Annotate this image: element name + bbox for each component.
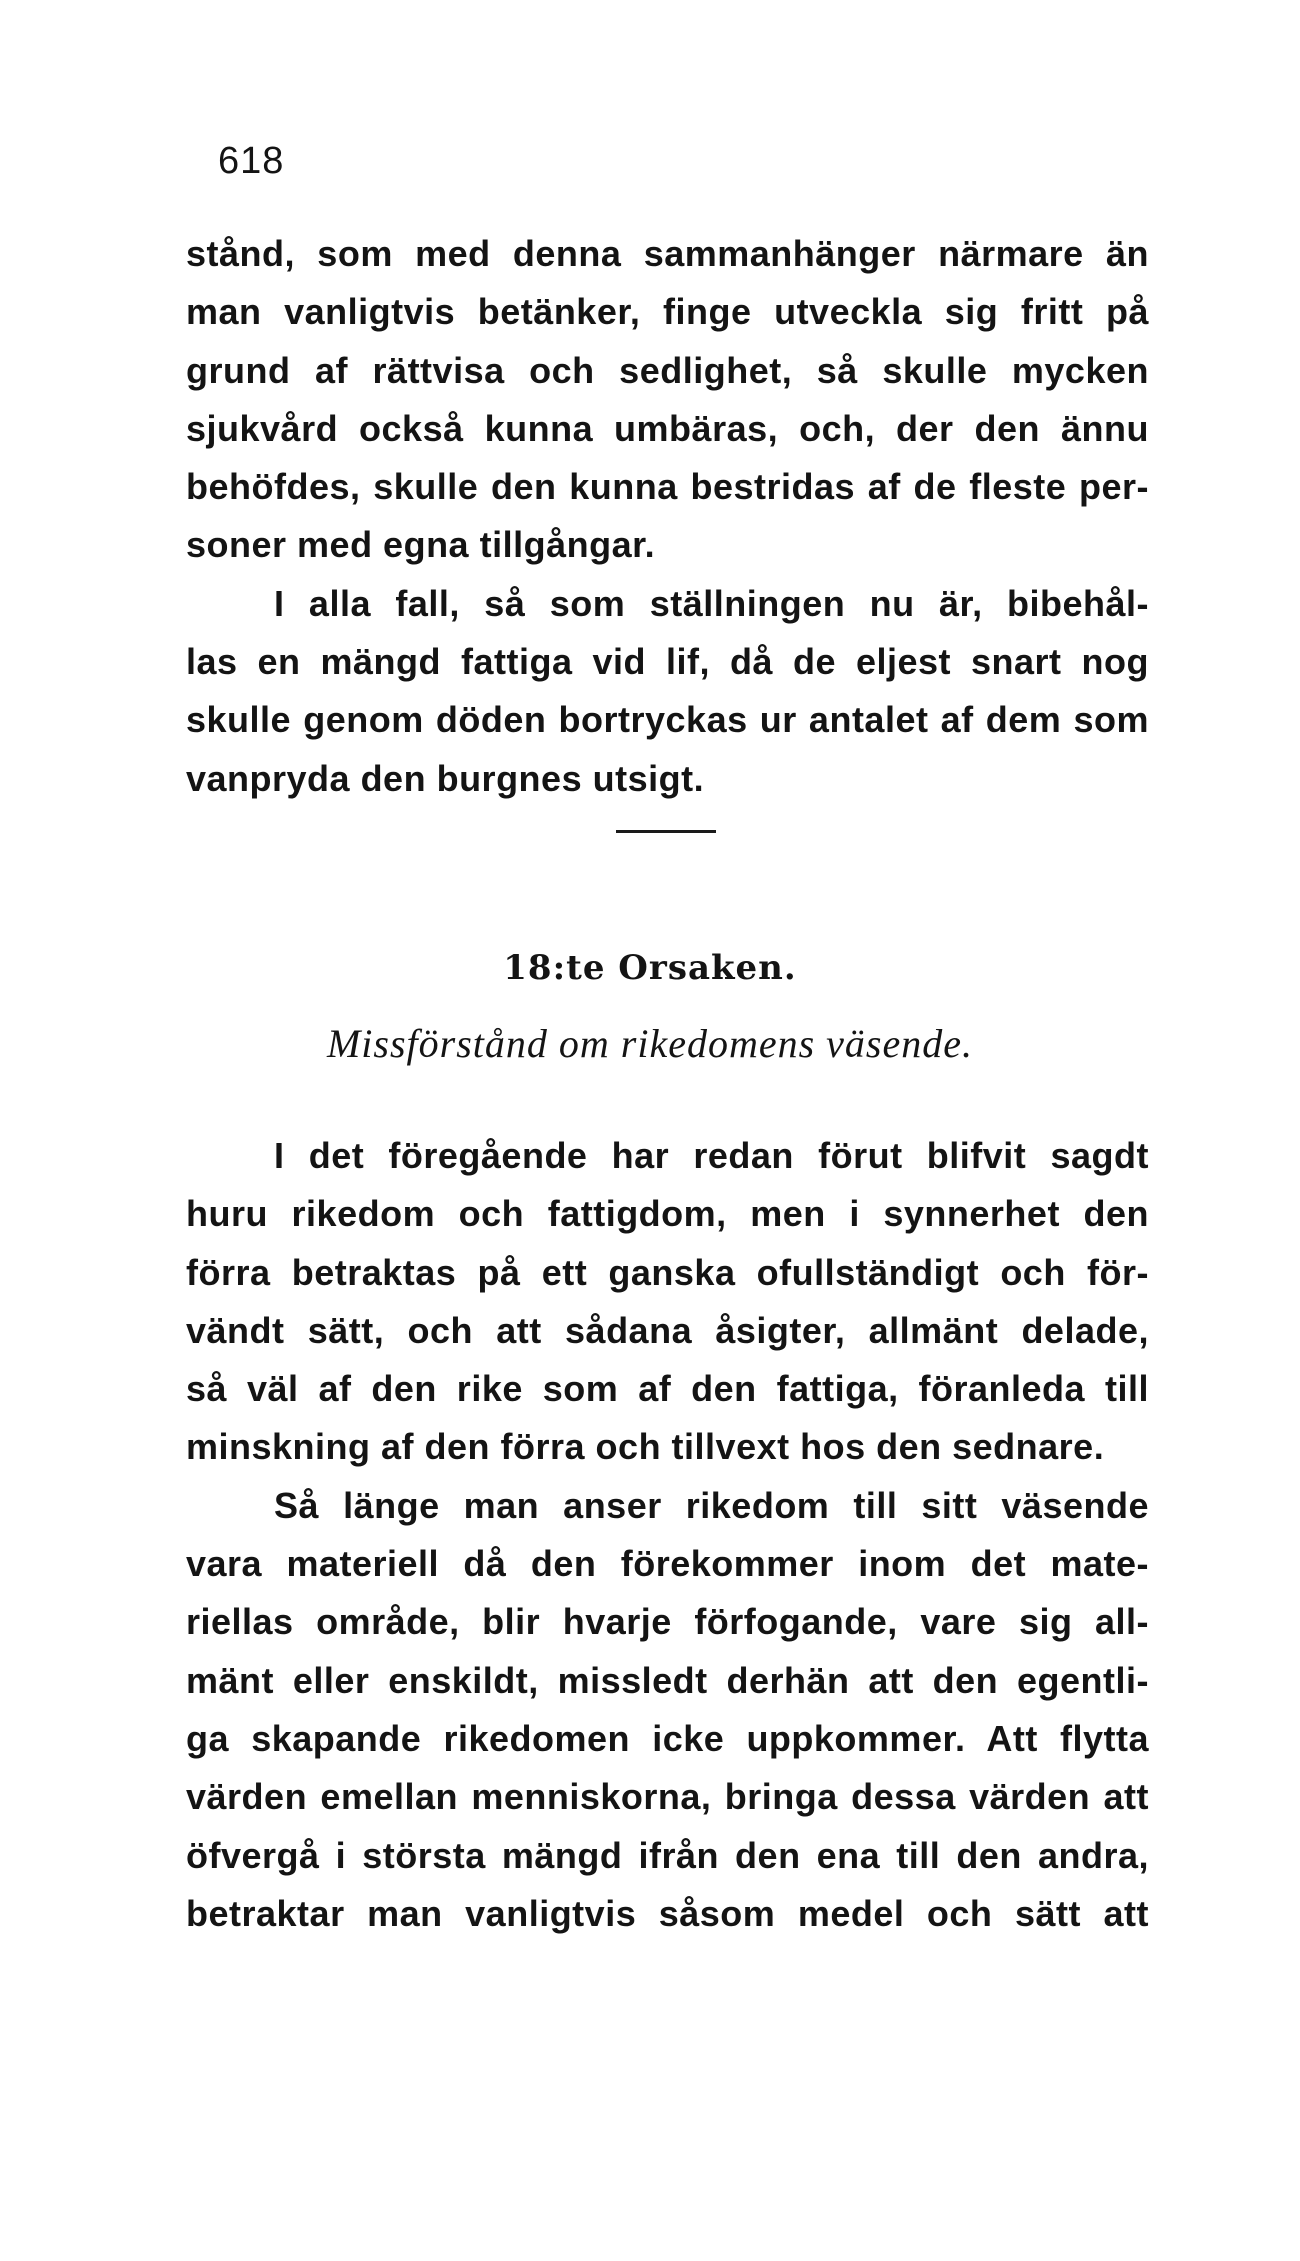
text-line: vändt sätt, och att sådana åsigter, allmänt delade, [186, 1309, 1149, 1351]
chapter-heading: 18:te Orsaken. [503, 948, 797, 988]
text-line: behöfdes, skulle den kunna bestridas af de fleste per- [186, 466, 1149, 508]
text-block-upper [186, 225, 1149, 808]
text-line: grund af rättvisa och sedlighet, så skulle mycken [186, 349, 1149, 391]
text-line: ga skapande rikedomen icke uppkommer. Att flytta [186, 1717, 1149, 1759]
text-line: las en mängd fattiga vid lif, då de eljest snart nog [186, 641, 1149, 683]
text-line: man vanligtvis betänker, finge utveckla sig fritt på [186, 291, 1149, 333]
text-line: värden emellan menniskorna, bringa dessa värden att [186, 1776, 1149, 1818]
section-divider [616, 830, 716, 833]
text-line: minskning af den förra och tillvext hos den sednare. [186, 1426, 1105, 1468]
text-line: sjukvård också kunna umbäras, och, der den ännu [186, 407, 1149, 449]
page-number: 618 [218, 140, 285, 182]
text-line: förra betraktas på ett ganska ofullständigt och för- [186, 1251, 1149, 1293]
text-line: I det föregående har redan förut blifvit sagdt [274, 1135, 1149, 1176]
text-line: stånd, som med denna sammanhänger närmare än [186, 233, 1149, 274]
text-line: öfvergå i största mängd ifrån den ena till den andra, [186, 1834, 1149, 1876]
text-line: skulle genom döden bortryckas ur antalet af dem som [186, 699, 1149, 741]
text-line: så väl af den rike som af den fattiga, föranleda till [186, 1368, 1149, 1410]
text-line: huru rikedom och fattigdom, men i synnerhet den [186, 1193, 1149, 1235]
text-line: Så länge man anser rikedom till sitt väsende [274, 1484, 1149, 1526]
text-line: I alla fall, så som ställningen nu är, bibehål- [274, 582, 1149, 624]
text-line: betraktar man vanligtvis såsom medel och sätt att [186, 1892, 1149, 1934]
text-line: riellas område, blir hvarje förfogande, vare sig all- [186, 1601, 1149, 1643]
text-line: vara materiell då den förekommer inom det mate- [186, 1543, 1149, 1585]
text-line: mänt eller enskildt, missledt derhän att den egentli- [186, 1659, 1149, 1701]
text-line: vanpryda den burgnes utsigt. [186, 757, 705, 799]
text-line: soner med egna tillgångar. [186, 524, 656, 566]
text-block-lower [186, 1127, 1149, 1943]
chapter-subtitle: Missförstånd om rikedomens väsende. [326, 1021, 974, 1066]
